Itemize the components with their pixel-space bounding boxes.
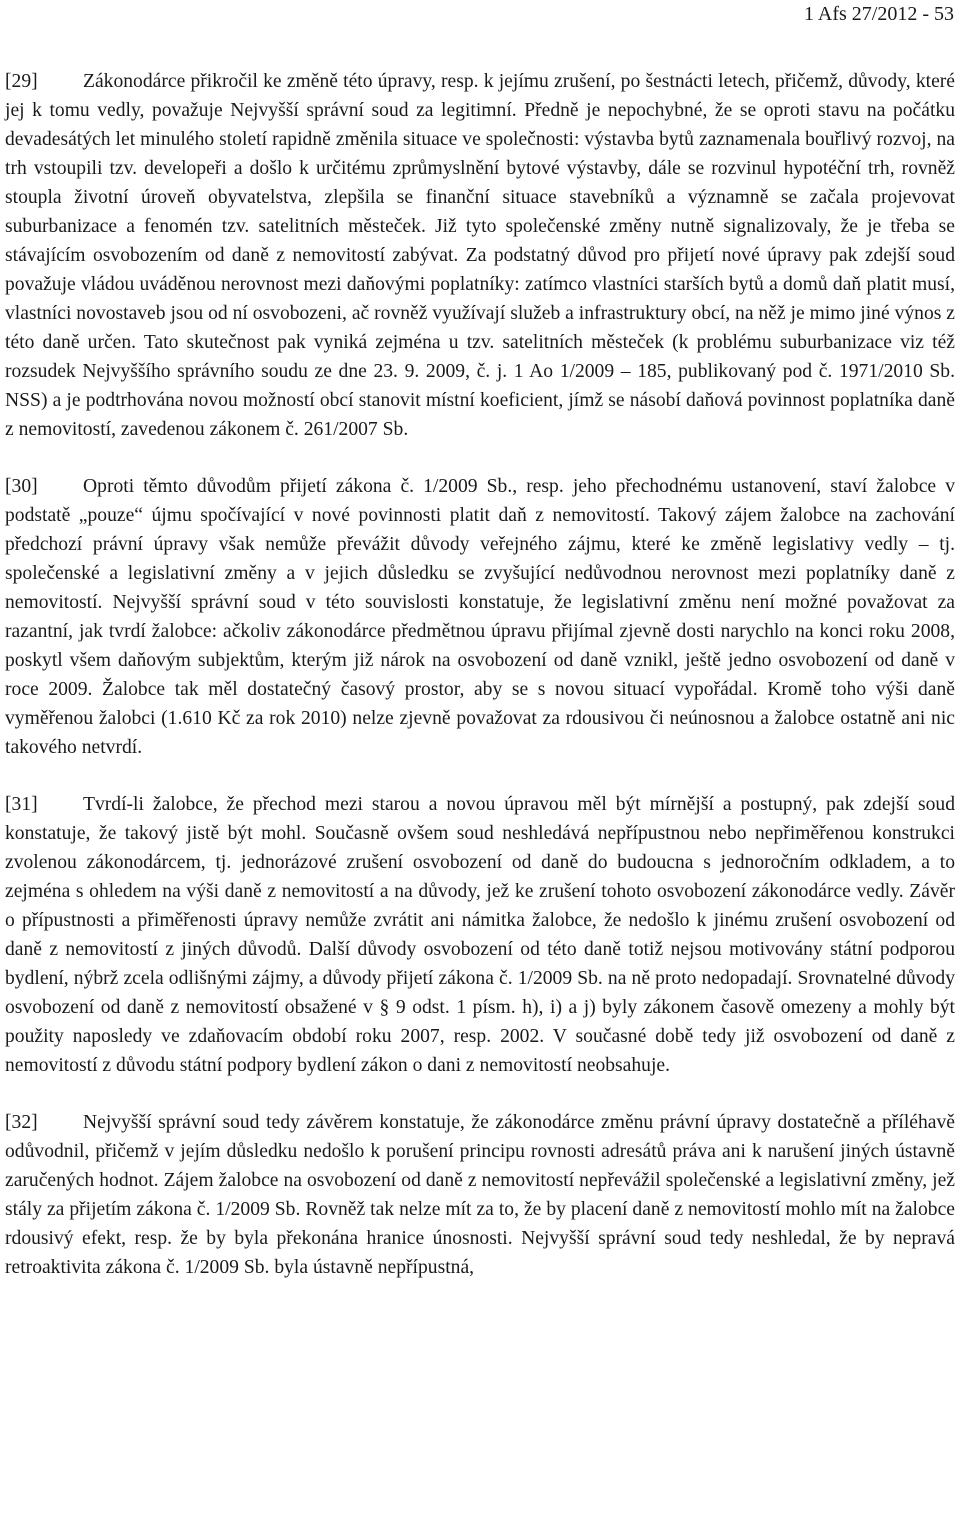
paragraph-text: Oproti těmto důvodům přijetí zákona č. 1/2009 Sb., resp. jeho přechodnému ustanovení, staví žalobce v podstatě „pouze“ újmu spočívající v nové povinnosti platit daň z nemovitostí. Takový zájem žalobce na zachování předchozí právní úpravy však nemůže převážit důvody veřejného zájmu, které ke změně legislativy vedly – tj. společenské a legislativní změny a v jejich důsledku se zvyšující nedůvodnou nerovnost mezi poplatníky daně z nemovitostí. Nejvyšší správní soud v této souvislosti konstatuje, že legislativní změnu není možné považovat za razantní, jak tvrdí žalobce: ačkoliv zákonodárce předmětnou úpravu přijímal zjevně dosti narychlo na konci roku 2008, poskytl všem daňovým subjektům, kterým již nárok na osvobození od daně vznikl, ještě jedno osvobození od daně v roce 2009. Žalobce tak měl dostatečný časový prostor, aby se s novou situací vypořádal. Kromě toho výši daně vyměřenou žalobci (1.610 Kč za rok 2010) nelze zjevně považovat za rdousivou či neúnosnou a žalobce ostatně ani nic takového netvrdí. [5,476,955,758]
paragraph-number: [31] [5,794,38,815]
page-header-reference: 1 Afs 27/2012 - 53 [804,3,954,25]
paragraph-text: Tvrdí-li žalobce, že přechod mezi starou a novou úpravou měl být mírnější a postupný, pak zdejší soud konstatuje, že takový jistě být mohl. Současně ovšem soud neshledává nepřípustnou nebo nepřiměřenou konstrukci zvolenou zákonodárcem, tj. jednorázové zrušení osvobození od daně do budoucna s jednoročním odkladem, a to zejména s ohledem na výši daně z nemovitostí a na důvody, jež ke zrušení tohoto osvobození zákonodárce vedly. Závěr o přípustnosti a přiměřenosti úpravy nemůže zvrátit ani námitka žalobce, že nedošlo k jinému zrušení osvobození od daně z nemovitostí z jiných důvodů. Další důvody osvobození od této daně totiž nejsou motivovány státní podporou bydlení, nýbrž zcela odlišnými zájmy, a důvody přijetí zákona č. 1/2009 Sb. na ně proto nedopadají. Srovnatelné důvody osvobození od daně z nemovitostí obsažené v § 9 odst. 1 písm. h), i) a j) byly zákonem časově omezeny a mohly být použity naposledy ve zdaňovacím období roku 2007, resp. 2002. V současné době tedy již osvobození od daně z nemovitostí z důvodu státní podpory bydlení zákon o dani z nemovitostí neobsahuje. [5,794,955,1076]
paragraph-29 [5,67,955,444]
paragraph-number: [30] [5,476,38,497]
paragraph-text: Zákonodárce přikročil ke změně této úpravy, resp. k jejímu zrušení, po šestnácti letech, přičemž, důvody, které jej k tomu vedly, považuje Nejvyšší správní soud za legitimní. Předně je nepochybné, že se oproti stavu na počátku devadesátých let minulého století rapidně změnila situace ve společnosti: výstavba bytů zaznamenala bouřlivý rozvoj, na trh vstoupili tzv. developeři a došlo k určitému zprůmyslnění bytové výstavby, dále se rozvinul hypotéční trh, rovněž stoupla životní úroveň obyvatelstva, zlepšila se finanční situace stavebníků a významně se začala projevovat suburbanizace a fenomén tzv. satelitních městeček. Již tyto společenské změny nutně signalizovaly, že je třeba se stávajícím osvobozením od daně z nemovitostí zabývat. Za podstatný důvod pro přijetí nové úpravy pak zdejší soud považuje vládou uváděnou nerovnost mezi daňovými poplatníky: zatímco vlastníci starších bytů a domů daň platit musí, vlastníci novostaveb jsou od ní osvobozeni, ač rovněž využívají služeb a infrastruktury obcí, na něž je mimo jiné výnos z této daně určen. Tato skutečnost pak vyniká zejména u tzv. satelitních městeček (k problému suburbanizace viz též rozsudek Nejvyššího správního soudu ze dne 23. 9. 2009, č. j. 1 Ao 1/2009 – 185, publikovaný pod č. 1971/2010 Sb. NSS) a je podtrhována novou možností obcí stanovit místní koeficient, jímž se násobí daňová povinnost poplatníka daně z nemovitostí, zavedenou zákonem č. 261/2007 Sb. [5,71,955,440]
paragraph-text: Nejvyšší správní soud tedy závěrem konstatuje, že zákonodárce změnu právní úpravy dostatečně a příléhavě odůvodnil, přičemž v jejím důsledku nedošlo k porušení principu rovnosti adresátů práva ani k narušení jiných ústavně zaručených hodnot. Zájem žalobce na osvobození od daně z nemovitostí nepřevážil společenské a legislativní změny, jež stály za přijetím zákona č. 1/2009 Sb. Rovněž tak nelze mít za to, že by placení daně z nemovitostí mohlo mít na žalobce rdousivý efekt, resp. že by byla překonána hranice únosnosti. Nejvyšší správní soud tedy neshledal, že by nepravá retroaktivita zákona č. 1/2009 Sb. byla ústavně nepřípustná, [5,1112,955,1278]
paragraph-32 [5,1108,955,1282]
paragraph-number: [32] [5,1112,38,1133]
document-body [5,67,955,1282]
paragraph-number: [29] [5,71,38,92]
paragraph-31 [5,790,955,1080]
paragraph-30 [5,472,955,762]
